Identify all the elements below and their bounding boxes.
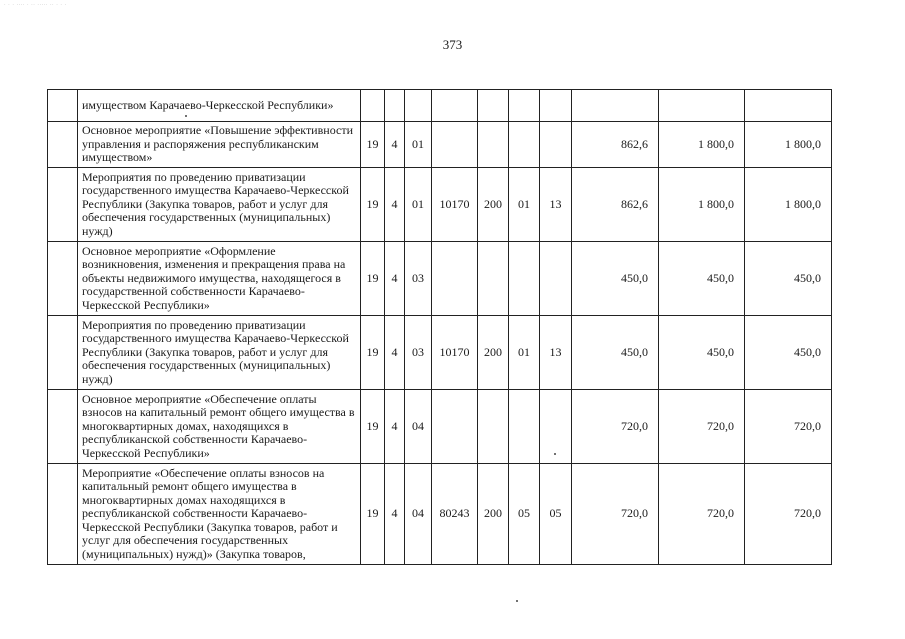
code-cell-rz [509, 122, 540, 168]
code-cell-om [405, 90, 432, 122]
code-cell-gp: 19 [361, 168, 385, 242]
row-name-cell: Основное мероприятие «Оформление возникновения, изменения и прекращения права на объекты недвижимого имущества, находящегося в государственной собственности Карачаево-Черкесской Республики» [78, 242, 361, 316]
scan-speck [516, 600, 518, 602]
amount-cell-y2: 1 800,0 [659, 122, 745, 168]
row-index-cell [48, 464, 78, 565]
code-cell-vr [478, 390, 509, 464]
code-cell-pp: 4 [385, 242, 405, 316]
amount-cell-y1: 862,6 [572, 168, 659, 242]
code-cell-vr [478, 242, 509, 316]
table-row [48, 316, 832, 390]
code-cell-om: 04 [405, 390, 432, 464]
code-cell-pp: 4 [385, 168, 405, 242]
code-cell-pp: 4 [385, 122, 405, 168]
row-name-cell: Мероприятия по проведению приватизации государственного имущества Карачаево-Черкесской Республики (Закупка товаров, работ и услуг для обеспечения государственных (муниципальных) нужд) [78, 316, 361, 390]
amount-cell-y3 [745, 90, 832, 122]
amount-cell-y1: 450,0 [572, 316, 659, 390]
code-cell-pr: 13 [540, 168, 572, 242]
code-cell-gp: 19 [361, 316, 385, 390]
code-cell-pr [540, 242, 572, 316]
code-cell-dir [432, 242, 478, 316]
code-cell-om: 04 [405, 464, 432, 565]
code-cell-gp: 19 [361, 122, 385, 168]
scan-header-noise: · · · ···· · ·· ····· ·· · · · [4, 2, 67, 8]
code-cell-pr [540, 122, 572, 168]
code-cell-pp: 4 [385, 464, 405, 565]
code-cell-dir [432, 90, 478, 122]
code-cell-vr: 200 [478, 168, 509, 242]
amount-cell-y3: 1 800,0 [745, 122, 832, 168]
table-row [48, 464, 832, 565]
code-cell-gp: 19 [361, 464, 385, 565]
code-cell-om: 03 [405, 242, 432, 316]
amount-cell-y2: 720,0 [659, 464, 745, 565]
code-cell-om: 01 [405, 122, 432, 168]
code-cell-vr [478, 122, 509, 168]
code-cell-pr: 05 [540, 464, 572, 565]
table-row [48, 390, 832, 464]
scan-speck [185, 115, 187, 117]
row-index-cell [48, 242, 78, 316]
code-cell-gp: 19 [361, 390, 385, 464]
amount-cell-y2: 1 800,0 [659, 168, 745, 242]
code-cell-dir: 10170 [432, 316, 478, 390]
code-cell-rz: 01 [509, 168, 540, 242]
code-cell-gp: 19 [361, 242, 385, 316]
code-cell-om: 03 [405, 316, 432, 390]
table-row [48, 122, 832, 168]
code-cell-om: 01 [405, 168, 432, 242]
code-cell-vr: 200 [478, 316, 509, 390]
table-body [48, 90, 832, 565]
amount-cell-y1: 720,0 [572, 390, 659, 464]
code-cell-gp [361, 90, 385, 122]
amount-cell-y2: 450,0 [659, 316, 745, 390]
row-name-cell: Мероприятие «Обеспечение оплаты взносов на капитальный ремонт общего имущества в многоквартирных домах находящихся в республиканской собственности Карачаево-Черкесской Республики (Закупка товаров, работ и услуг для обеспечения государственных (муниципальных) нужд)» (Закупка товаров, [78, 464, 361, 565]
table-row [48, 242, 832, 316]
code-cell-vr: 200 [478, 464, 509, 565]
row-name-cell: Основное мероприятие «Обеспечение оплаты взносов на капитальный ремонт общего имущества в многоквартирных домах, находящихся в республиканской собственности Карачаево-Черкесской Республики» [78, 390, 361, 464]
code-cell-pp: 4 [385, 316, 405, 390]
code-cell-vr [478, 90, 509, 122]
row-name-cell: имуществом Карачаево-Черкесской Республики» [78, 90, 361, 122]
code-cell-dir [432, 122, 478, 168]
amount-cell-y1: 862,6 [572, 122, 659, 168]
amount-cell-y3: 720,0 [745, 464, 832, 565]
amount-cell-y3: 450,0 [745, 316, 832, 390]
budget-table [47, 89, 832, 565]
amount-cell-y3: 450,0 [745, 242, 832, 316]
row-name-cell: Основное мероприятие «Повышение эффективности управления и распоряжения республиканским имуществом» [78, 122, 361, 168]
amount-cell-y1 [572, 90, 659, 122]
amount-cell-y2: 720,0 [659, 390, 745, 464]
code-cell-dir [432, 390, 478, 464]
code-cell-dir: 10170 [432, 168, 478, 242]
code-cell-pp [385, 90, 405, 122]
scan-speck [554, 453, 556, 455]
code-cell-rz [509, 90, 540, 122]
row-index-cell [48, 316, 78, 390]
code-cell-rz [509, 390, 540, 464]
page-number: 373 [442, 37, 463, 52]
table-row [48, 168, 832, 242]
code-cell-pr [540, 90, 572, 122]
code-cell-rz [509, 242, 540, 316]
row-index-cell [48, 122, 78, 168]
code-cell-dir: 80243 [432, 464, 478, 565]
row-index-cell [48, 390, 78, 464]
amount-cell-y2 [659, 90, 745, 122]
table-row [48, 90, 832, 122]
code-cell-pr: 13 [540, 316, 572, 390]
code-cell-pp: 4 [385, 390, 405, 464]
amount-cell-y1: 720,0 [572, 464, 659, 565]
row-index-cell [48, 168, 78, 242]
amount-cell-y2: 450,0 [659, 242, 745, 316]
amount-cell-y3: 720,0 [745, 390, 832, 464]
row-name-cell: Мероприятия по проведению приватизации государственного имущества Карачаево-Черкесской Республики (Закупка товаров, работ и услуг для обеспечения государственных (муниципальных) нужд) [78, 168, 361, 242]
code-cell-rz: 05 [509, 464, 540, 565]
amount-cell-y1: 450,0 [572, 242, 659, 316]
amount-cell-y3: 1 800,0 [745, 168, 832, 242]
row-index-cell [48, 90, 78, 122]
code-cell-rz: 01 [509, 316, 540, 390]
